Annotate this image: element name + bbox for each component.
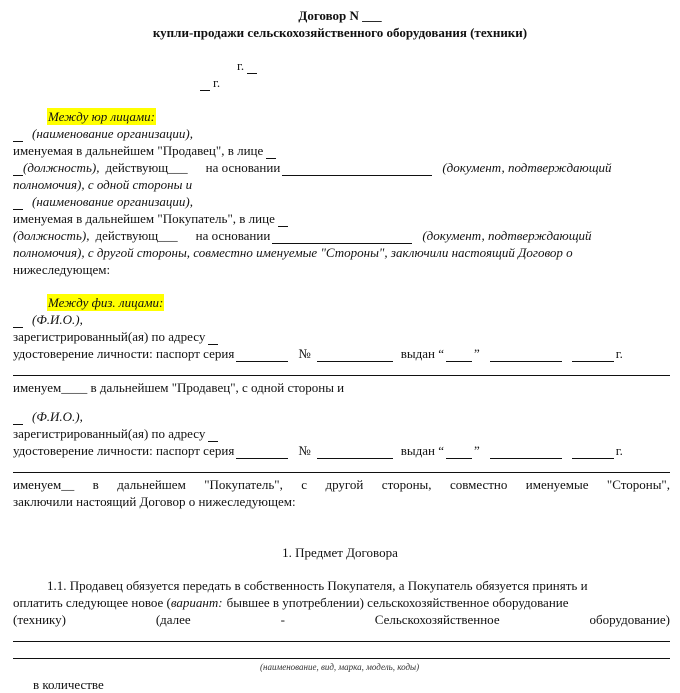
buyer-basis-blank[interactable] <box>272 230 412 244</box>
contract-title: Договор N ___ <box>298 8 382 23</box>
seller-passport-number[interactable] <box>317 348 393 362</box>
p1-line3: (технику) (далее - Сельскохозяйственное оборудование) <box>13 612 670 627</box>
buyer-named-line: именуем__ в дальнейшем "Покупатель", с другой стороны, совместно именуемые "Стороны", <box>13 477 670 492</box>
buyer-address-line: зарегистрированный(ая) по адресу <box>13 425 670 442</box>
p1-line2: оплатить следующее новое ( вариант: бывшее в употреблении) сельскохозяйственное оборудование <box>13 595 569 610</box>
legal-heading-line <box>13 108 670 125</box>
buyer-org-line: (наименование организации), <box>13 193 670 210</box>
buyer-issue-year[interactable] <box>572 445 614 459</box>
seller-org-line: (наименование организации), <box>13 125 670 142</box>
seller-named-line: именуем____ в дальнейшем "Продавец", с одной стороны и <box>13 380 345 395</box>
individuals-heading: Между физ. лицами: <box>48 295 164 310</box>
seller-basis-blank[interactable] <box>282 162 432 176</box>
seller-passport-series[interactable] <box>236 348 288 362</box>
seller-address-blank[interactable] <box>208 331 218 345</box>
buyer-fio-line: (Ф.И.О.), <box>13 408 670 425</box>
individuals-heading-line <box>13 294 670 311</box>
buyer-fio-blank[interactable] <box>13 411 23 425</box>
seller-issue-year[interactable] <box>572 348 614 362</box>
p1-line1: 1.1. Продавец обязуется передать в собственность Покупателя, а Покупатель обязуется принять и <box>47 578 588 593</box>
city-blank[interactable] <box>247 60 257 74</box>
buyer-passport-series[interactable] <box>236 445 288 459</box>
city-line: г. <box>237 57 447 74</box>
contract-subtitle: купли-продажи сельскохозяйственного оборудования (техники) <box>152 25 528 40</box>
buyer-address-blank[interactable] <box>208 428 218 442</box>
seller-position-line: (должность), действующ___ на основании (документ, подтверждающий <box>13 159 670 176</box>
seller-org-blank[interactable] <box>13 128 23 142</box>
seller-fio-line: (Ф.И.О.), <box>13 311 670 328</box>
seller-issue-month[interactable] <box>490 348 562 362</box>
buyer-rep-line: именуемая в дальнейшем "Покупатель", в лице <box>13 210 670 227</box>
legal-following-line: нижеследующем: <box>13 262 111 277</box>
seller-address-line: зарегистрированный(ая) по адресу <box>13 328 670 345</box>
buyer-rep-blank[interactable] <box>278 213 288 227</box>
seller-issue-day[interactable] <box>446 348 472 362</box>
buyer-issue-month[interactable] <box>490 445 562 459</box>
date-line: г. <box>200 74 542 91</box>
date-blank[interactable] <box>200 77 210 91</box>
seller-rep-line: именуемая в дальнейшем "Продавец", в лице <box>13 142 670 159</box>
buyer-authority-line: полномочия), с другой стороны, совместно именуемые "Стороны", заключили настоящий Договор о <box>13 245 573 260</box>
seller-issued-by-blank[interactable] <box>13 362 670 376</box>
equipment-hint: (наименование, вид, марка, модель, коды) <box>260 662 420 672</box>
buyer-position-line: (должность), действующ___ на основании (документ, подтверждающий <box>13 228 592 243</box>
seller-fio-blank[interactable] <box>13 314 23 328</box>
buyer-passport-number[interactable] <box>317 445 393 459</box>
quantity-line: в количестве <box>33 677 104 692</box>
seller-rep-blank[interactable] <box>266 145 276 159</box>
buyer-issued-by-blank[interactable] <box>13 459 670 473</box>
seller-passport-line: удостоверение личности: паспорт серия № выдан “ ” г. <box>13 346 623 361</box>
seller-authority-line: полномочия), с одной стороны и <box>13 177 193 192</box>
buyer-org-blank[interactable] <box>13 196 23 210</box>
buyer-passport-line: удостоверение личности: паспорт серия № выдан “ ” г. <box>13 443 623 458</box>
section1-heading: 1. Предмет Договора <box>282 545 398 560</box>
equipment-blank-1[interactable] <box>13 628 670 642</box>
legal-heading: Между юр лицами: <box>48 109 155 124</box>
equipment-blank-2[interactable] <box>13 645 670 659</box>
buyer-issue-day[interactable] <box>446 445 472 459</box>
concluded-line: заключили настоящий Договор о нижеследующем: <box>13 494 296 509</box>
